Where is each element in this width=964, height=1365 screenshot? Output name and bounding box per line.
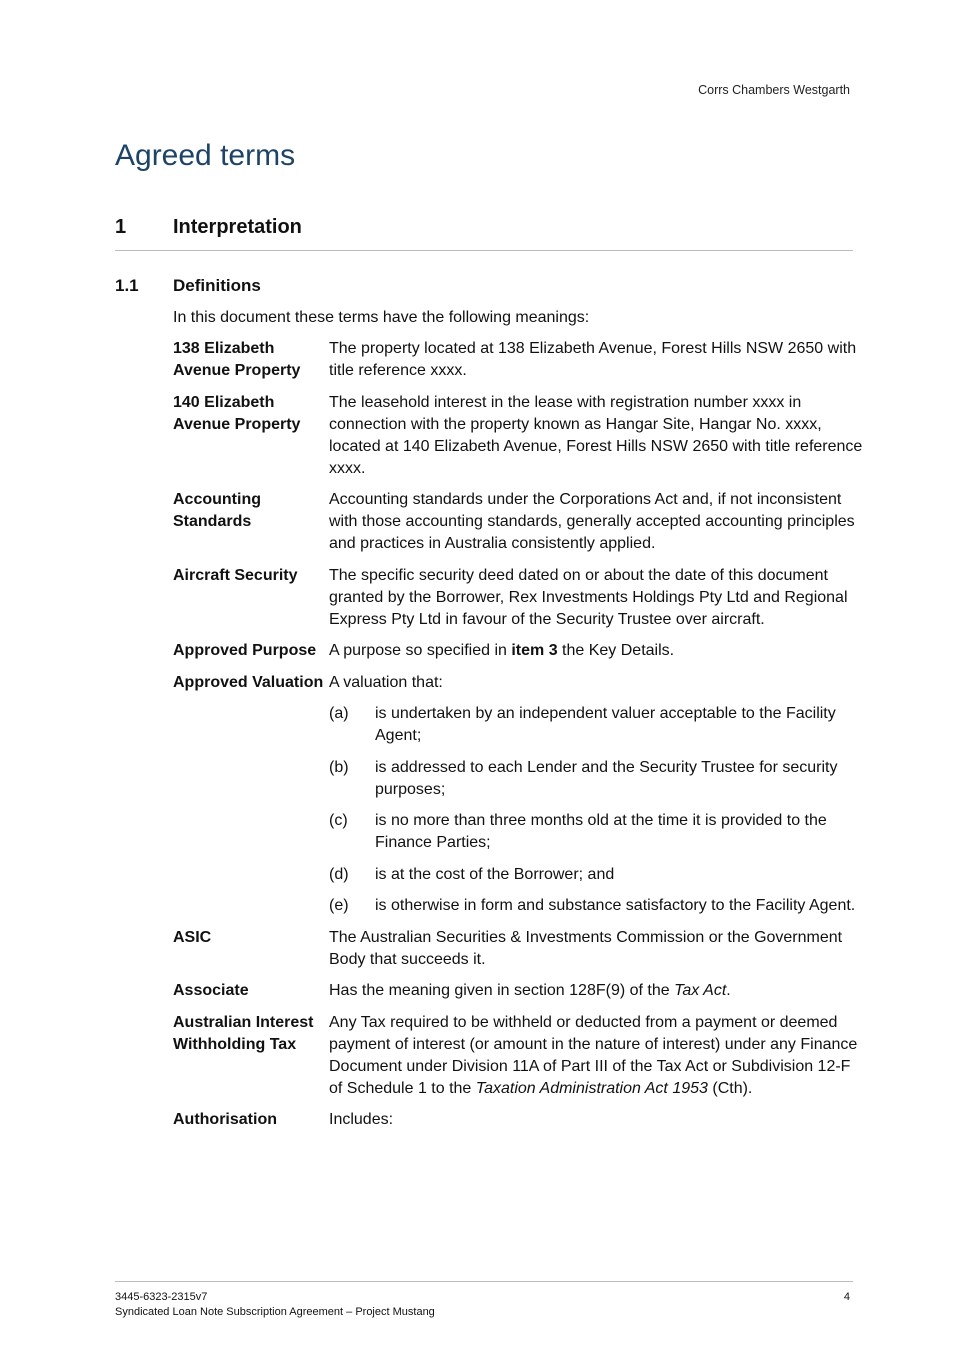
definition-text [329,672,865,918]
definition-term: Approved Valuation [173,673,324,691]
definition-row [173,1012,865,1100]
definition-text-end: . [726,982,731,999]
document-number: 3445-6323-2315v7 [115,1291,208,1303]
section-number: 1 [115,216,127,238]
definition-text: The specific security deed dated on or about the date of this document granted by the Borrower, Rex Investments Holdings Pty Ltd and Regional Express Pty Ltd in favour of the Security Trustee over aircraft. [329,566,848,628]
definitions-list [173,338,865,1141]
definition-term: 138 Elizabeth Avenue Property [173,340,301,379]
list-item-text: is otherwise in form and substance satisfactory to the Facility Agent. [375,897,856,914]
definition-text-start: Has the meaning given in section 128F(9) of the [329,982,675,999]
list-item [329,703,865,747]
list-item-text: is addressed to each Lender and the Security Trustee for security purposes; [375,758,838,798]
firm-name: Corrs Chambers Westgarth [698,83,850,97]
definition-row [173,1109,865,1131]
document-name: Syndicated Loan Note Subscription Agreement – Project Mustang [115,1306,435,1318]
list-item [329,895,865,917]
section-title: Interpretation [173,216,302,238]
list-item [329,757,865,801]
act-title: Taxation Administration Act 1953 [475,1079,708,1097]
list-item-text: is at the cost of the Borrower; and [375,865,615,883]
list-item-label: (c) [329,812,348,829]
definition-row [173,980,865,1002]
definition-row [173,672,865,918]
definition-term: 140 Elizabeth Avenue Property [173,393,301,433]
list-item [329,810,865,854]
definition-term: Accounting Standards [173,491,261,530]
definition-row [173,640,865,662]
list-item-label: (b) [329,758,349,776]
list-item [329,864,865,886]
definition-text-start: Any Tax required to be withheld or deducted from a payment or deemed payment of interest (or amount in the nature of interest) under any Finance Document under Division 11A of Part III of the Tax Act or Subdivision 12-F of Schedule 1 to the [329,1013,858,1097]
footer-divider [115,1281,853,1282]
definition-text-start: A purpose so specified in [329,642,512,659]
list-item-label: (a) [329,705,349,722]
act-title: Tax Act [674,982,727,999]
definition-text-end: (Cth). [707,1079,753,1097]
intro-text: In this document these terms have the following meanings: [173,309,590,326]
definition-term: ASIC [173,928,212,946]
item-reference: item 3 [511,642,558,659]
definition-lead: A valuation that: [329,673,443,691]
subsection-number: 1.1 [115,276,139,295]
definition-text-end: the Key Details. [557,642,675,659]
definition-row [173,489,865,555]
list-item-text: is no more than three months old at the time it is provided to the Finance Parties; [375,812,827,851]
definition-term: Associate [173,982,249,999]
definition-text [329,980,865,1002]
page-number: 4 [843,1291,850,1303]
definition-text: The Australian Securities & Investments Commission or the Government Body that succeeds it. [329,928,843,968]
definition-text: The property located at 138 Elizabeth Avenue, Forest Hills NSW 2650 with title reference xxxx. [329,340,857,379]
subsection-title: Definitions [173,276,261,295]
list-item-label: (e) [329,897,349,914]
list-item-text: is undertaken by an independent valuer acceptable to the Facility Agent; [375,705,836,744]
definition-text: Includes: [329,1111,394,1128]
definition-row [173,338,865,382]
definition-text [329,1012,865,1100]
section-heading [115,216,853,251]
definition-term: Australian Interest Withholding Tax [173,1013,314,1053]
definition-text: Accounting standards under the Corporations Act and, if not inconsistent with those accounting standards, generally accepted accounting principles and practices in Australia consistently applied. [329,491,855,552]
definition-term: Approved Purpose [173,642,317,659]
definition-term: Authorisation [173,1111,277,1128]
definition-row [173,565,865,631]
definition-row [173,927,865,971]
definition-row [173,392,865,480]
list-item-label: (d) [329,865,349,883]
page-title: Agreed terms [115,139,296,172]
definition-text: The leasehold interest in the lease with registration number xxxx in connection with the property known as Hangar Site, Hangar No. xxxx, located at 140 Elizabeth Avenue, Forest Hills NSW 2650 with title reference xxxx. [329,393,863,477]
definition-text [329,640,865,662]
definition-term: Aircraft Security [173,566,298,584]
